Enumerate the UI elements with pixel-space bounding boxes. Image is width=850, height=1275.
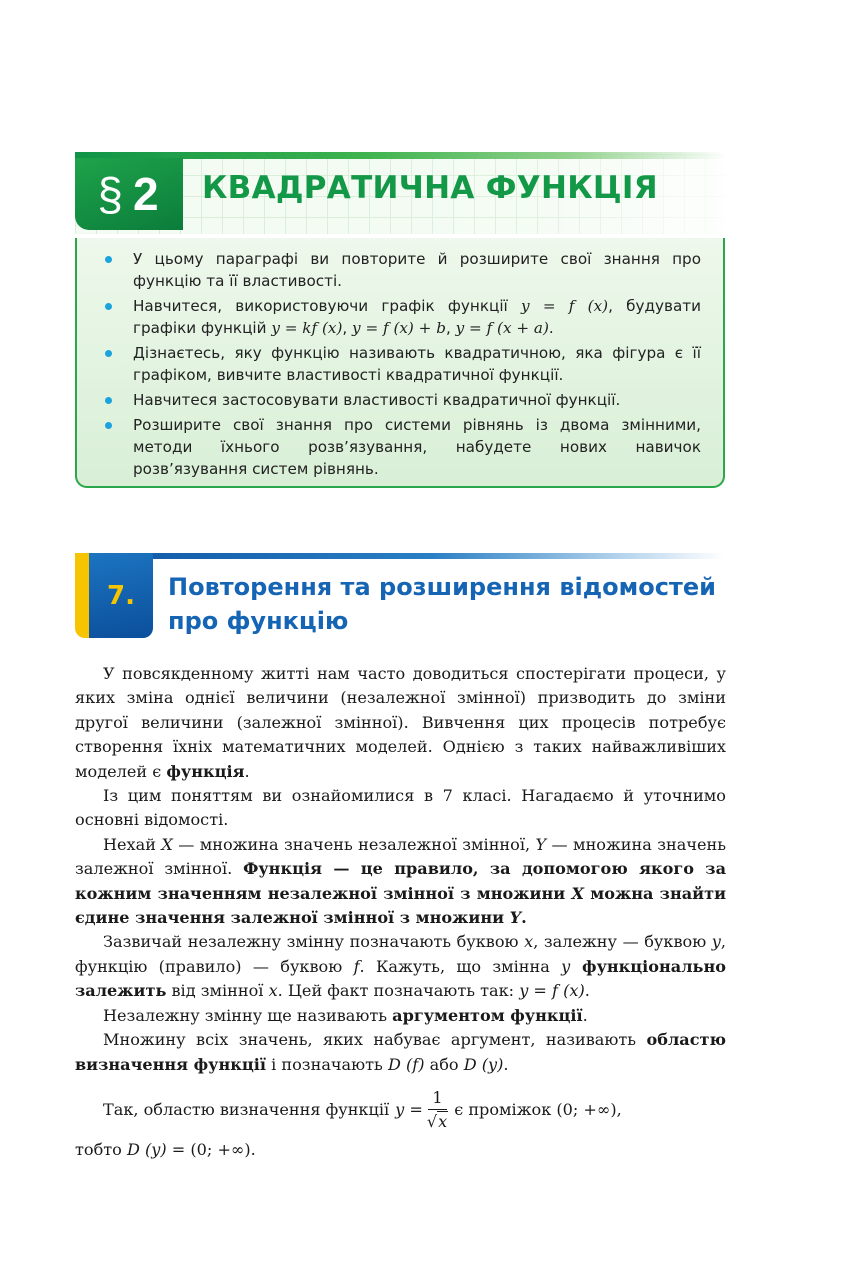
- section-number-badge: [89, 553, 153, 638]
- paragraph: тобто D (y) = (0; +∞).: [75, 1139, 256, 1159]
- section-body: [75, 662, 726, 1162]
- goal-item: Розширите свої знання про системи рівнянь із двома змінними, методи їхнього розв’язування, набудете нових навичок розв’язування систем рівнянь.: [133, 416, 701, 478]
- paragraph: Множину всіх значень, яких набуває аргумент, називають областю визначення функції і позначають D (f) або D (y).: [75, 1030, 726, 1074]
- paragraph: У повсякденному житті нам часто доводиться спостерігати процеси, у яких зміна однієї величини (незалежної змінної) призводить до зміни другої величини (залежної змінної). Вивчення цих процесів потребує створення їхніх математичних моделей. Однією з таких найважливіших моделей є функція.: [75, 664, 726, 781]
- goal-item: Навчитеся, використовуючи графік функції y = f (x), будувати графіки функцій y = kf (x), y = f (x) + b, y = f (x + a).: [133, 297, 701, 337]
- goal-item: Дізнаєтесь, яку функцію називають квадратичною, яка фігура є її графіком, вивчите властивості квадратичної функції.: [133, 344, 701, 384]
- chapter-badge: [75, 158, 183, 230]
- section-header-stripe: [75, 553, 725, 559]
- paragraph-with-formula: Так, областю визначення функції y = $\frac{1}{√x}$ є проміжок (0; +∞),: [75, 1087, 726, 1134]
- fraction-denominator: √x: [426, 1111, 448, 1131]
- formula-lhs: y =: [395, 1100, 423, 1120]
- chapter-title: КВАДРАТИЧНА ФУНКЦІЯ: [202, 170, 658, 206]
- paragraph: Незалежну змінну ще називають аргументом функції.: [103, 1005, 588, 1025]
- section-number: 7.: [107, 580, 135, 611]
- paragraph: Зазвичай незалежну змінну позначають буквою x, залежну — буквою y, функцію (правило) — буквою f. Кажуть, що змінна y функціонально залежить від змінної x. Цей факт позначають так: y = f (x).: [75, 932, 726, 1001]
- goals-list: [77, 238, 723, 480]
- paragraph: Нехай X — множина значень незалежної змінної, Y — множина значень залежної змінної. Функція — це правило, за допомогою якого за кожним значенням незалежної змінної з множини X можна знайти єдине значення залежної змінної з множини Y.: [75, 834, 726, 928]
- section-symbol: §: [97, 168, 125, 220]
- fraction-numerator: 1: [428, 1087, 446, 1110]
- chapter-number: 2: [133, 168, 161, 220]
- paragraph: Із цим поняттям ви ознайомилися в 7 класі. Нагадаємо й уточнимо основні відомості.: [75, 786, 726, 830]
- function-definition: Функція — це правило, за допомогою якого за кожним значенням незалежної змінної з множини X можна знайти єдине значення залежної змінної з множини Y.: [75, 859, 726, 928]
- goal-item: Навчитеся застосовувати властивості квадратичної функції.: [133, 389, 701, 411]
- fraction-formula: [427, 1087, 448, 1134]
- section-title: Повторення та розширення відомостей про функцію: [168, 573, 716, 635]
- goal-item: У цьому параграфі ви повторите й розширите свої знання про функцію та її властивості.: [133, 250, 701, 290]
- section-accent-bar: [75, 553, 89, 638]
- chapter-goals-box: [75, 238, 725, 488]
